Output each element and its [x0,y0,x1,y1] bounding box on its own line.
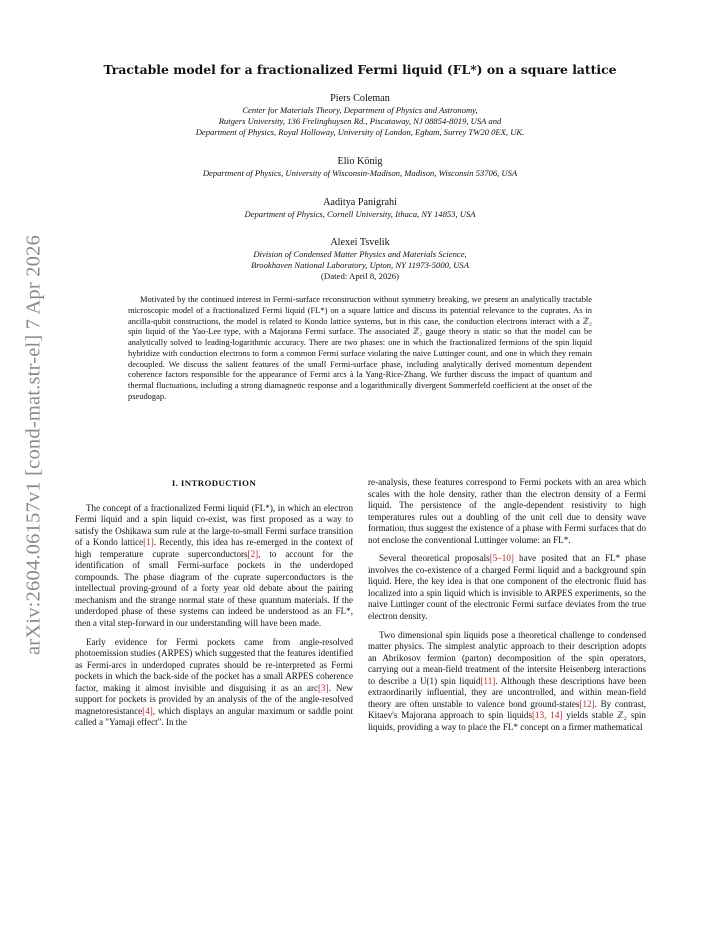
intro-paragraph-4: Several theoretical proposals[5–10] have posited that an FL* phase involves the co-existence of a charged Fermi liquid and a background spin liquid. Here, the key idea is that one component of the electronic fluid has localized into a spin liquid which is invisible to ARPES experiments, so the naive Luttinger count of the electronic Fermi surface deviates from the true electron density. [368,553,646,622]
author-affiliation: Brookhaven National Laboratory, Upton, NY 11973-5000, USA [251,260,469,270]
citation-link[interactable]: [13, 14] [532,710,563,721]
author-block-3 [0,196,720,220]
author-block-4 [0,236,720,282]
author-name: Alexei Tsvelik [330,237,390,248]
author-affiliation: Center for Materials Theory, Department of Physics and Astronomy, [242,105,478,115]
citation-link[interactable]: [11] [480,675,496,686]
author-block-1 [0,92,720,138]
intro-paragraph-5: Two dimensional spin liquids pose a theoretical challenge to condensed matter physics. The simplest analytic approach to their description adopts an Abrikosov fermion (parton) decomposition of the spin operators, carrying out a mean-field treatment of the intersite Heisenberg interactions to describe a U(1) spin liquid[11]. Although these descriptions have been extraordinarily influential, they are uncontrolled, and within mean-field theory are often unstable to valence bond ground-states[12]. By contrast, Kitaev's Majorana approach to spin liquids[13, 14] yields stable ℤ₂ spin liquids, providing a way to place the FL* concept on a firmer mathematical [368,629,646,732]
author-name: Piers Coleman [330,93,390,104]
citation-link[interactable]: [5–10] [489,553,514,564]
intro-paragraph-1: The concept of a fractionalized Fermi liquid (FL*), in which an electron Fermi liquid and a spin liquid co-exist, was first proposed as a way to satisfy the Oshikawa sum rule at the large-to-small Fermi surface transition of a Kondo lattice[1]. Recently, this idea has re-emerged in the context of high temperature cuprate superconductors[2], to account for the identification of small Fermi-surface pockets in the underdoped compounds. The phase diagram of the cuprate superconductors is the intellectual proving-ground of a forty year old debate about the pairing mechanism and the strange normal state of these quantum materials. If the underdoped phase of these systems can indeed be understood as an FL*, then a vital step-forward in our understanding will have been made. [75,502,353,629]
author-affiliation: Department of Physics, University of Wisconsin-Madison, Madison, Wisconsin 53706, USA [202,168,518,178]
intro-paragraph-2: Early evidence for Fermi pockets came from angle-resolved photoemission studies (ARPES) which suggested that the features identified as Fermi-arcs in underdoped cuprates should be re-interpreted as Fermi pockets in which the back-side of the pocket has a small ARPES coherence factor, making it almost invisible and disguising it as an arc[3]. New support for pockets is provided by an analysis of the of the angle-resolved magnetoresistance[4], which displays an angular maximum or saddle point called a "Yamaji effect". In the [75,636,353,728]
paper-title: Tractable model for a fractionalized Fermi liquid (FL*) on a square lattice [103,62,617,77]
author-name: Elio König [337,156,383,167]
dated-line: (Dated: April 8, 2026) [320,271,400,281]
citation-link[interactable]: [12] [579,698,595,709]
arxiv-identifier: arXiv:2604.06157v1 [cond-mat.str-el] 7 Apr 2026 [22,234,45,656]
author-block-2 [0,155,720,179]
abstract: Motivated by the continued interest in Fermi-surface reconstruction without symmetry breaking, we present an analytically tractable microscopic model of a fractionalized Fermi liquid (FL*) on a square lattice and discuss its potential relevance to the cuprates. As in ancilla-qubit constructions, the model is related to Kondo lattice systems, but in this case, the conduction electrons interact with a ℤ₂ spin liquid of the Yao-Lee type, with a Majorana Fermi surface. The associated ℤ₂ gauge theory is static so that the model can be analytically solved to leading-logarithmic accuracy. There are two phases: one in which the fractionalized fermions of the spin liquid hybridize with conduction electrons to form a common Fermi surface violating the naive Luttinger count, and one in which they remain decoupled. We discuss the salient features of the small Fermi-surface phase, including analytically derived momentum dependent coherence factors responsible for the appearance of Fermi arcs à la Yang-Rice-Zhang. We further discuss the impact of quantum and thermal fluctuations, including a strong diamagnetic response and a logarithmically divergent Sommerfeld coefficient at the onset of the pseudogap. [128,294,592,401]
citation-link[interactable]: [1] [143,537,154,548]
author-affiliation: Department of Physics, Cornell University, Ithaca, NY 14853, USA [244,209,476,219]
author-affiliation: Rutgers University, 136 Frelinghuysen Rd., Piscataway, NJ 08854-8019, USA and [218,116,502,126]
citation-link[interactable]: [4] [142,705,153,716]
intro-paragraph-3: re-analysis, these features correspond to Fermi pockets with an area which scales with the hole density, rather than the electron density of a Fermi liquid. The persistence of the angle-dependent resistivity to high temperatures rules out a doubling of the unit cell due to density wave formation, thus suggest the existence of a phase with Fermi surfaces that do not enclose the conventional Luttinger volume: an FL*. [368,477,646,545]
right-column [368,477,646,740]
left-column [75,478,353,736]
citation-link[interactable]: [3] [318,682,329,693]
section-heading: I. INTRODUCTION [171,478,257,488]
author-affiliation: Department of Physics, Royal Holloway, University of London, Egham, Surrey TW20 0EX, UK. [195,127,525,137]
author-name: Aaditya Panigrahi [323,197,397,208]
author-affiliation: Division of Condensed Matter Physics and Materials Science, [253,249,467,259]
citation-link[interactable]: [2] [247,548,259,559]
